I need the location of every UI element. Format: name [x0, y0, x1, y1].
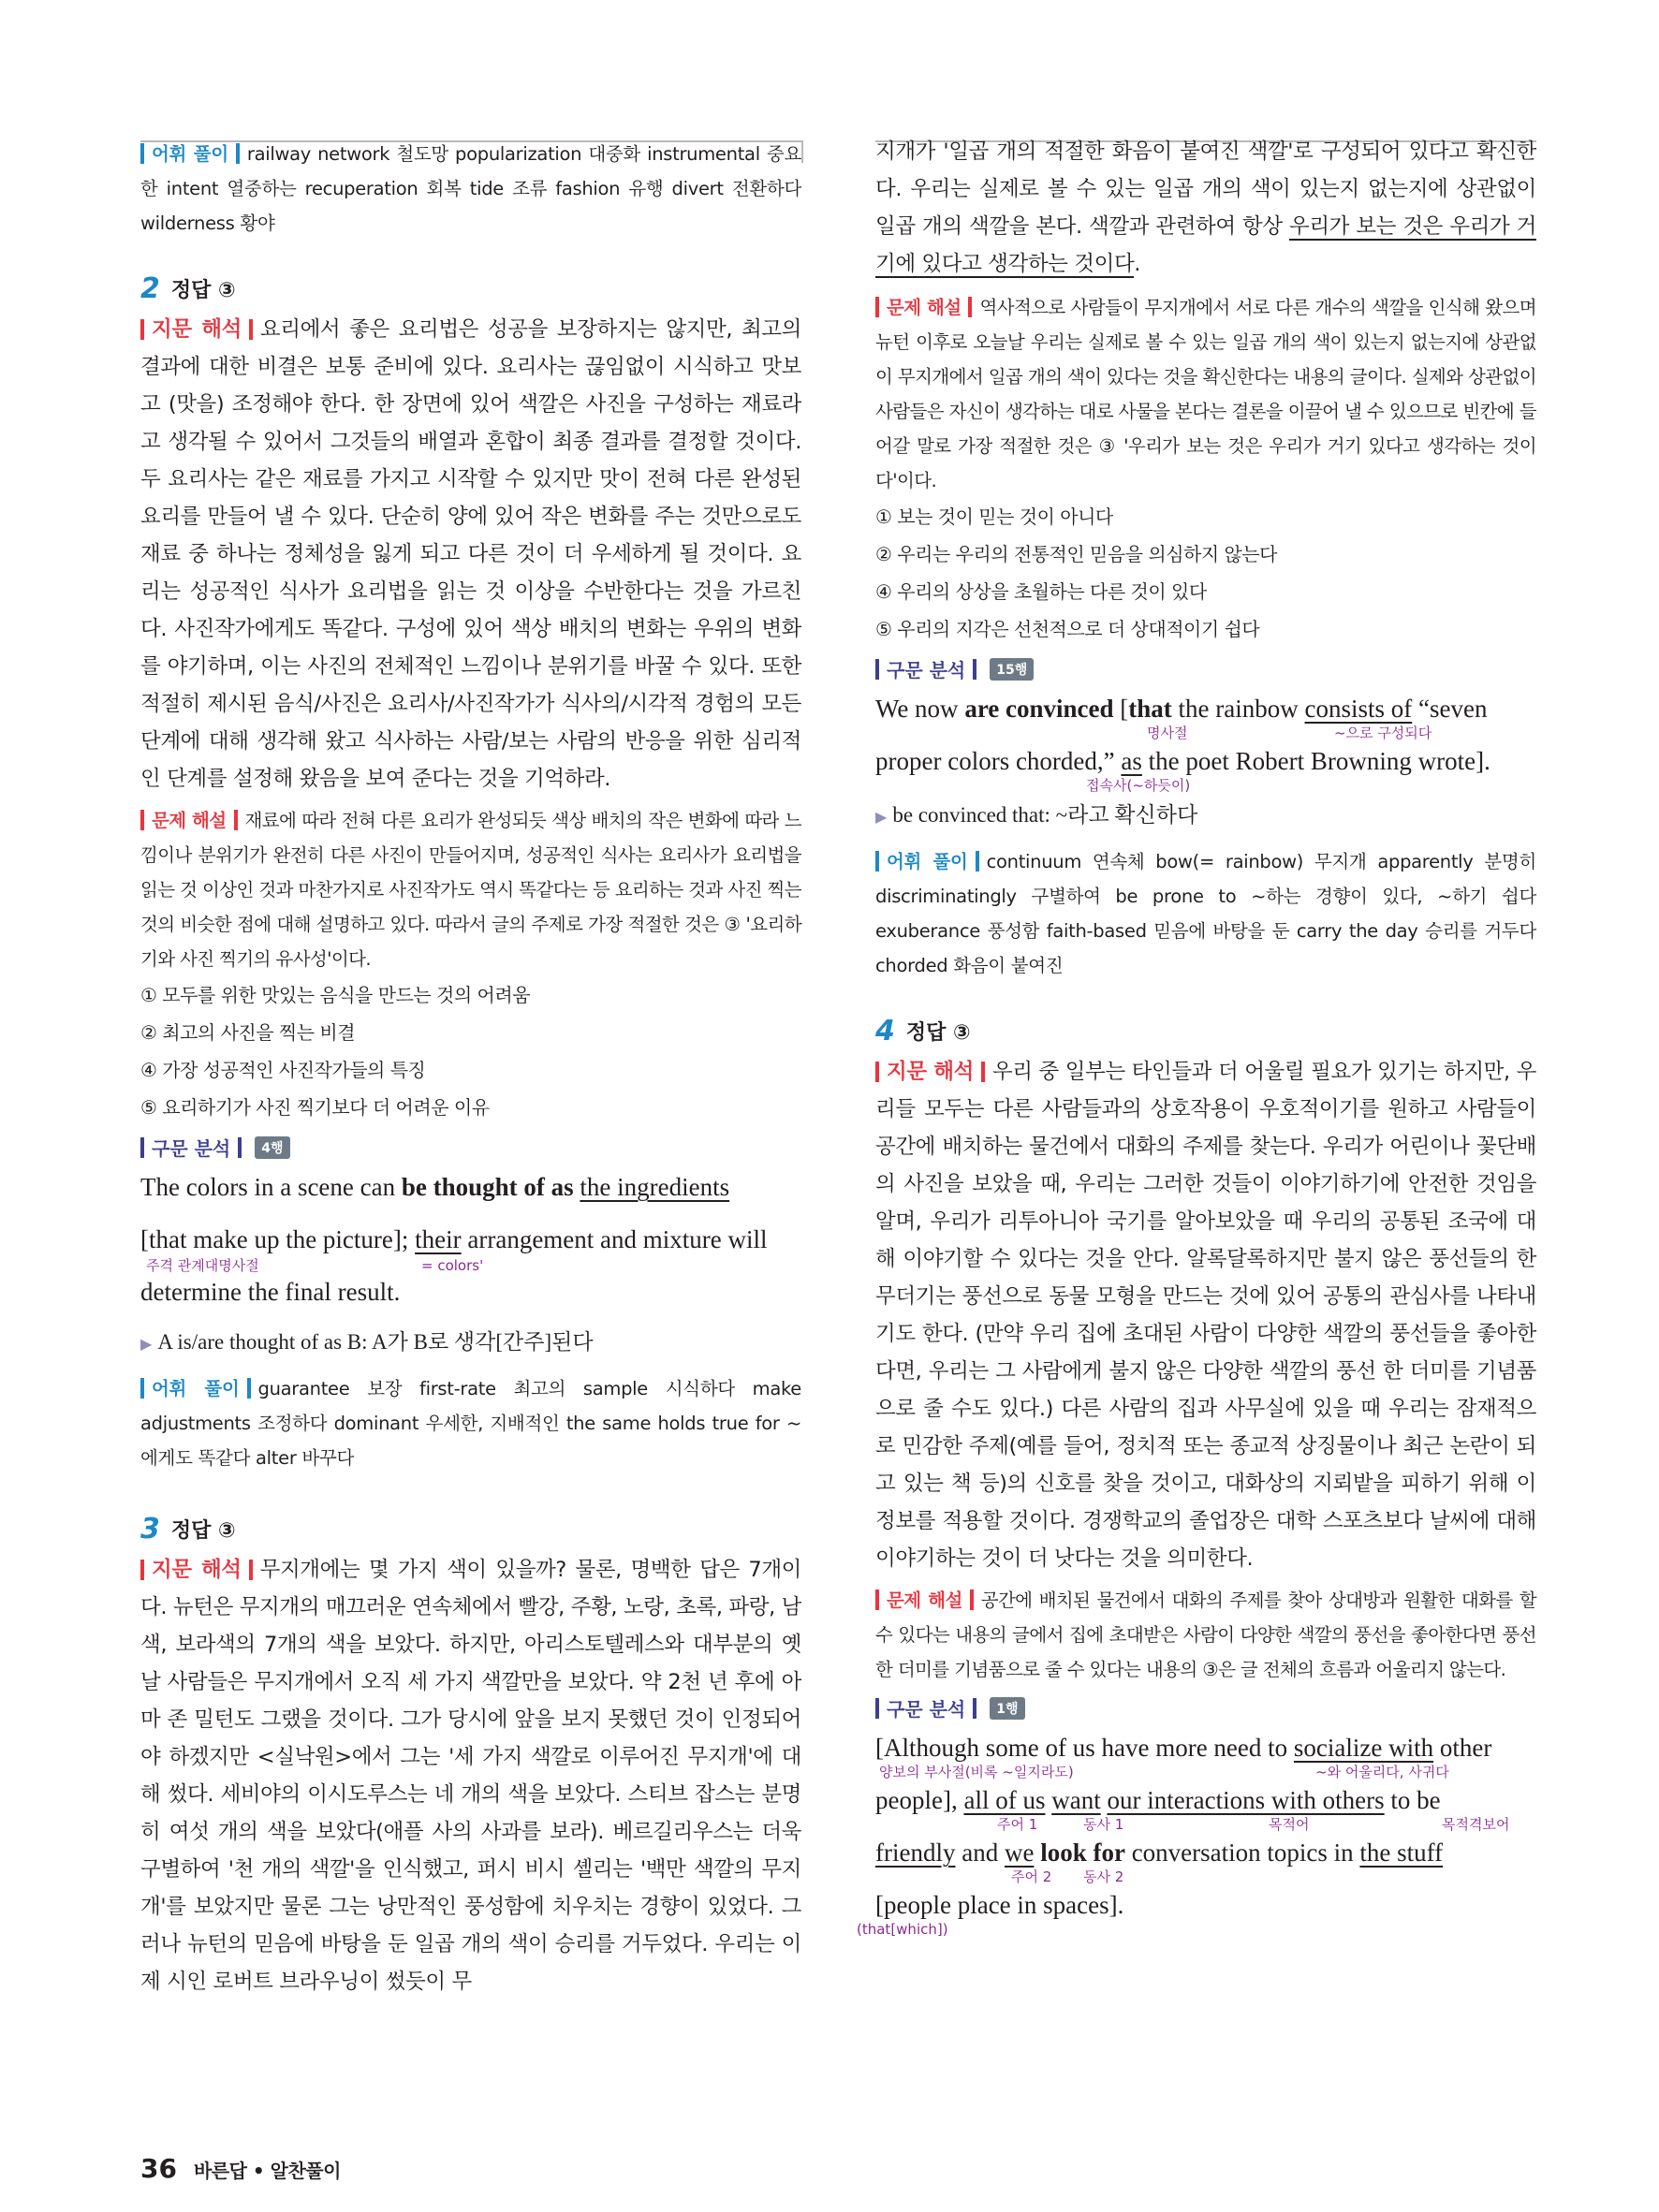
option-item: ④ 가장 성공적인 사진작가들의 특징	[140, 1059, 426, 1081]
grammar-sentence-2: The colors in a scene can be thought of as the ingredients [that make up the picture]; their arrangement and mixture will determine the final result. 주격 관계대명사절 = colors'	[140, 1173, 768, 1306]
answer-label: 정답 ③	[170, 279, 236, 302]
line-badge: 1행	[990, 1697, 1024, 1720]
passage-translation-3: 지문 해석 무지개에는 몇 가지 색이 있을까? 물론, 명백한 답은 7개이다. 뉴턴은 무지개의 매끄러운 연속체에서 빨강, 주황, 노랑, 초록, 파랑, 남색, 보라색의 7개의 색을 보았다. 하지만, 아리스토텔레스와 대부분의 옛날 사람들은 무지개에서 오직 세 가지 색깔만을 보았다. 약 2천 년 후에 아마 존 밀턴도 그랬을 것이다. 그가 당시에 앞을 보지 못했던 것이 인정되어야 하겠지만 <실낙원>에서 그는 '세 가지 색깔로 이루어진 무지개'에 대해 썼다. 세비야의 이시도루스는 네 개의 색을 보았다. 스티브 잡스는 분명히 여섯 개의 색을 보았다(애플 사의 사과를 보라). 베르길리우스는 더욱 구별하여 '천 개의 색깔'을 인식했고, 퍼시 비시 셸리는 '백만 색깔의 무지개'를 보았지만 물론 그는 낭만적인 풍성함에 치우치는 경향이 있었다. 그러나 뉴턴의 믿음에 바탕을 둔 일곱 개의 색이 승리를 거두었다. 우리는 이제 시인 로버트 브라우닝이 썼듯이 무	[140, 1558, 801, 1994]
options-2	[140, 976, 801, 1126]
option-item: ② 우리는 우리의 전통적인 믿음을 의심하지 않는다	[875, 543, 1277, 565]
grammar-heading-3: 구문 분석 15행	[875, 655, 1536, 682]
line-badge: 15행	[990, 658, 1034, 681]
vocab-block-1	[140, 137, 801, 241]
grammar-annotation: 주격 관계대명사절	[146, 1257, 259, 1274]
line-badge: 4행	[255, 1136, 289, 1159]
grammar-heading-4: 구문 분석 1행	[875, 1694, 1536, 1721]
question-number: 2	[140, 272, 160, 305]
option-item: ⑤ 요리하기가 사진 찍기보다 더 어려운 이유	[140, 1096, 490, 1119]
vocab-block-3: 어휘 풀이 continuum 연속체 bow(= rainbow) 무지개 apparently 분명히 discriminatingly 구별하여 be prone to ~하는 경향이 있다, ~하기 쉽다 exuberance 풍성함 faith-based 믿음에 바탕을 둔 carry the day 승리를 거두다 chorded 화음이 붙여진	[875, 851, 1536, 976]
vocab-label: 어휘 풀이	[152, 143, 228, 165]
explanation-3: 문제 해설 역사적으로 사람들이 무지개에서 서로 다른 개수의 색깔을 인식해 왔으며 뉴턴 이후로 오늘날 우리는 실제로 볼 수 있는 일곱 개의 색이 있는지 없는지에 상관없이 무지개에서 일곱 개의 색이 있다는 것을 확신한다는 내용의 글이다. 실제와 상관없이 사람들은 자신이 생각하는 대로 사물을 본다는 결론을 이끌어 낼 수 있으므로 빈칸에 들어갈 말로 가장 적절한 것은 ③ '우리가 보는 것은 우리가 거기 있다고 생각하는 것이다'이다.	[875, 297, 1536, 491]
passage-translation-4: 지문 해석 우리 중 일부는 타인들과 더 어울릴 필요가 있기는 하지만, 우리들 모두는 다른 사람들과의 상호작용이 우호적이기를 원하고 사람들이 공간에 배치하는 물건에서 대화의 주제를 찾는다. 우리가 어린이나 꽃단배의 사진을 보았을 때, 우리는 그러한 것들이 이야기하기에 안전한 것임을 알며, 우리가 리투아니아 국기를 알아보았을 때 우리의 공통된 조국에 대해 이야기할 수 있다는 것을 안다. 알록달록하지만 불지 않은 풍선들의 한 무더기는 풍선으로 동물 모형을 만드는 것에 있어 공통의 관심사를 나타내기도 한다. (만약 우리 집에 초대된 사람이 다양한 색깔의 풍선들을 좋아한다면, 우리는 그 사람에게 불지 않은 다양한 색깔의 풍선 한 더미를 기념품으로 줄 수도 있다.) 다른 사람의 집과 사무실에 있을 때 우리는 잠재적으로 민감한 주제(예를 들어, 정치적 또는 종교적 상징물이나 최근 논란이 되고 있는 책 등)의 신호를 찾을 것이고, 대화상의 지뢰밭을 피하기 위해 이 정보를 적용할 것이다. 경쟁학교의 졸업장은 대학 스포츠보다 날씨에 대해 이야기하는 것이 더 낫다는 것을 의미한다.	[875, 1060, 1537, 1571]
answer-heading-2	[140, 272, 801, 305]
grammar-heading-2: 구문 분석 4행	[140, 1134, 801, 1161]
passage-translation-3-cont: 지개가 '일곱 개의 적절한 화음이 붙여진 색깔'로 구성되어 있다고 확신한다. 우리는 실제로 볼 수 있는 일곱 개의 색이 있는지 없는지에 상관없이 일곱 개의 색깔을 본다. 색깔과 관련하여 항상 우리가 보는 것은 우리가 거기에 있다고 생각하는 것이다.	[875, 139, 1536, 276]
options-3	[875, 498, 1536, 648]
right-column	[857, 133, 1537, 1938]
option-item: ① 보는 것이 믿는 것이 아니다	[875, 505, 1113, 528]
option-item: ② 최고의 사진을 찍는 비결	[140, 1021, 356, 1044]
answer-heading-4: 4 정답 ③	[875, 1015, 971, 1047]
grammar-note-2: ▶ A is/are thought of as B: A가 B로 생각[간주]된다	[140, 1330, 594, 1354]
header-rule-corner	[801, 140, 803, 163]
option-item: ④ 우리의 상상을 초월하는 다른 것이 있다	[875, 580, 1207, 603]
vocab-block-2: 어휘 풀이 guarantee 보장 first-rate 최고의 sample 시식하다 make adjustments 조정하다 dominant 우세한, 지배적인 the same holds true for ~에게도 똑같다 alter 바꾸다	[140, 1378, 801, 1469]
explanation-2: 문제 해설 재료에 따라 전혀 다른 요리가 완성되듯 색상 배치의 작은 변화에 따라 느낌이나 분위기가 완전히 다른 사진이 만들어지며, 성공적인 식사는 요리사가 요리법을 읽는 것 이상인 것과 마찬가지로 사진작가도 역시 똑같다는 등 요리하는 것과 사진 찍는 것의 비슷한 점에 대해 설명하고 있다. 따라서 글의 주제로 가장 적절한 것은 ③ '요리하기와 사진 찍기의 유사성'이다.	[140, 810, 801, 970]
grammar-annotation: = colors'	[421, 1257, 484, 1274]
passage-translation-2: 지문 해석 요리에서 좋은 요리법은 성공을 보장하지는 않지만, 최고의 결과에 대한 비결은 보통 준비에 있다. 요리사는 끊임없이 시식하고 맛보고 (맛을) 조정해야 한다. 한 장면에 있어 색깔은 사진을 구성하는 재료라고 생각될 수 있어서 그것들의 배열과 혼합이 최종 결과를 결정할 것이다. 두 요리사는 같은 재료를 가지고 시작할 수 있지만 맛이 전혀 다른 완성된 요리를 만들어 낼 수 있다. 단순히 양에 있어 작은 변화를 주는 것만으로도 재료 중 하나는 정체성을 잃게 되고 다른 것이 더 우세하게 될 것이다. 요리는 성공적인 식사가 요리법을 읽는 것 이상을 수반한다는 것을 가르친다. 사진작가에게도 똑같다. 구성에 있어 색상 배치의 변화는 우위의 변화를 야기하며, 이는 사진의 전체적인 느낌이나 분위기를 바꿀 수 있다. 또한 적절히 제시된 음식/사진은 요리사/사진작가가 식사의/시각적 경험의 모든 단계에 대해 생각해 왔고 식사하는 사람/보는 사람의 반응을 위한 심리적인 단계를 설정해 왔음을 보여 준다는 것을 기억하라.	[140, 317, 801, 791]
grammar-sentence-4: [Although some of us have more need to socialize with other people], all of us want our interactions with others to be friendly and we look for conversation topics in the stuff [people place in spaces]. 양보의 부사절(비록 ~일지라도) ~와 어울리다, 사귀다 주어 1 동사 1 목적어 목적격보어 주어 2 동사 2 (that[which])	[857, 1734, 1510, 1938]
option-item: ① 모두를 위한 맛있는 음식을 만드는 것의 어려움	[140, 984, 531, 1006]
explanation-4: 문제 해설 공간에 배치된 물건에서 대화의 주제를 찾아 상대방과 원활한 대화를 할 수 있다는 내용의 글에서 집에 초대받은 사람이 다양한 색깔의 풍선을 좋아한다면 풍선 한 더미를 기념품으로 줄 수 있다는 내용의 ③은 글 전체의 흐름과 어울리지 않는다.	[875, 1589, 1536, 1680]
page-number: 36	[140, 2153, 177, 2184]
option-item: ⑤ 우리의 지각은 선천적으로 더 상대적이기 쉽다	[875, 618, 1260, 640]
page-footer	[140, 2153, 341, 2184]
left-column	[140, 133, 801, 2000]
vocab-text-1: railway network 철도망 popularization 대중화 instrumental 중요한 intent 열중하는 recuperation 회복 tide 조류 fashion 유행 divert 전환하다 wilderness 황야	[140, 143, 801, 234]
grammar-sentence-3: We now are convinced [that the rainbow consists of “seven proper colors chorded,” as the poet Robert Browning wrote]. 명사절 ~으로 구성되다 접속사(~하듯이)	[875, 695, 1490, 794]
footer-title: 바른답 • 알찬풀이	[193, 2160, 341, 2182]
blank-answer-underline: 우리가 보는 것은 우리가 거기에 있다고 생각하는 것이다	[875, 214, 1536, 276]
grammar-note-3: ▶ be convinced that: ~라고 확신하다	[875, 803, 1198, 827]
answer-heading-3: 3 정답 ③	[140, 1513, 236, 1545]
